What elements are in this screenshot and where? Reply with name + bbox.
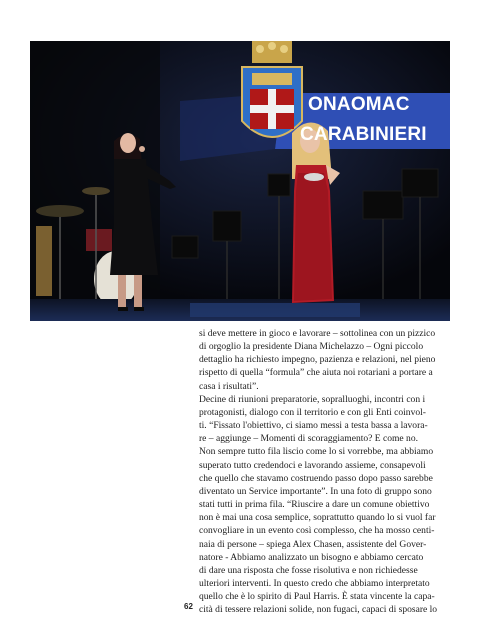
article-line: stati tutti in prima fila. “Riuscire a dare un comune obiettivo [199,499,430,511]
article-line: diventato un Service importante”. In una foto di gruppo sono [199,485,432,497]
banner-title-line2: CARABINIERI [300,124,427,145]
article-body [199,327,455,616]
article-line: protagonisti, dialogo con il territorio e con gli Enti coinvol- [199,406,426,418]
banner-title-line1: ONAOMAC [308,94,410,115]
article-line: natore - Abbiamo analizzato un bisogno e abbiamo cercato [199,551,424,563]
article-line: che quello che stavamo costruendo passo dopo passo sarebbe [199,472,433,484]
article-line: ti. “Fissato l'obiettivo, ci siamo messi a testa bassa a lavora- [199,420,428,432]
article-line: naia di persone – spiega Alex Chasen, assistente del Gover- [199,538,427,550]
article-line: di dare una risposta che fosse risolutiva e non richiedesse [199,564,418,576]
article-line: superato tutto credendoci e lavorando assieme, consapevoli [199,459,426,471]
article-line: dettaglio ha richiesto impegno, pazienza e relazioni, nel pieno [199,354,436,366]
article-line: rispetto di quella “formula” che aiuta noi rotariani a portare a [199,367,433,379]
article-line: convogliare in un evento così complesso, che ha mosso centi- [199,525,435,537]
page-number: 62 [184,602,193,611]
stage-photo [30,41,450,321]
article-line: re – aggiunge – Momenti di scoraggiamento? E come no. [199,433,418,445]
article-line: ulteriori interventi. In questo credo che abbiamo interpretato [199,577,430,589]
stage-scene [30,41,450,321]
article-line: cità di tessere relazioni solide, non fugaci, capaci di sposare lo [199,604,438,616]
article-line: non è mai una cosa semplice, soprattutto quando lo si vuol far [199,512,436,524]
article-line: Non sempre tutto fila liscio come lo si vorrebbe, ma abbiamo [199,446,434,458]
article-line: quello che è lo spirito di Paul Harris. È stata vincente la capa- [199,591,435,603]
article-line: di orgoglio la presidente Diana Michelazzo – Ogni piccolo [199,341,424,353]
article-line: casa i risultati”. [199,380,259,392]
article-line: si deve mettere in gioco e lavorare – sottolinea con un pizzico [199,328,436,339]
article-line: Decine di riunioni preparatorie, sopralluoghi, incontri con i [199,393,426,405]
